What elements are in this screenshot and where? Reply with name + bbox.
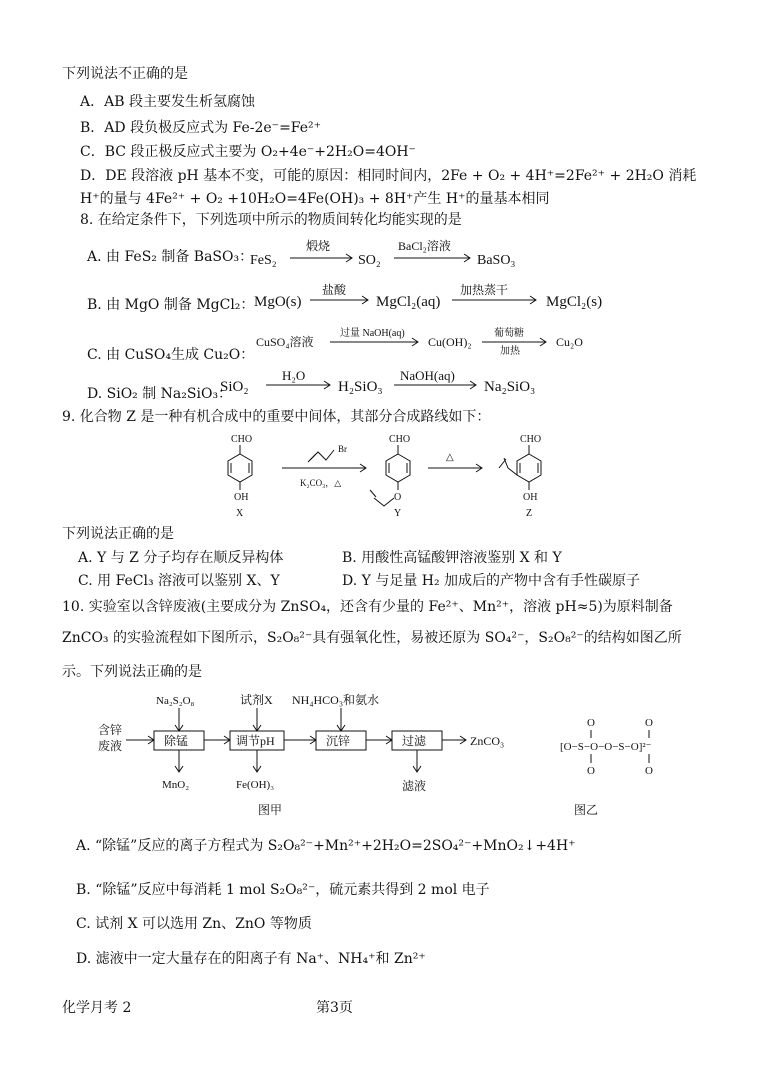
fig-label-2: 图乙 (574, 803, 599, 817)
q8-c-intermediate: Cu(OH)₂ (428, 335, 472, 349)
q9-cond2: △ (446, 452, 454, 463)
q9-option-d: D. Y 与足量 H₂ 加成后的产物中含有手性碳原子 (342, 573, 641, 589)
q10-line2: ZnCO₃ 的实验流程如下图所示，S₂O₈²⁻具有强氧化性，易被还原为 SO₄²⁻，S₂O₈²⁻的结构如图乙所 (62, 630, 682, 646)
struct-o1: O (587, 717, 595, 729)
reagent-br: Br (338, 444, 347, 454)
q8-c-reactant: CuSO₄溶液 (256, 335, 314, 349)
q7-option-b: B．AD 段负极反应式为 Fe-2e⁻=Fe²⁺ (80, 120, 322, 136)
footer-page: 第3页 (316, 1000, 353, 1016)
q8-b-reactant: MgO(s) (254, 294, 302, 310)
flow-product: ZnCO₃ (470, 734, 505, 748)
step-3-label: 沉锌 (326, 734, 351, 748)
q8-b-product: MgCl₂(s) (546, 294, 603, 310)
q9-option-c: C. 用 FeCl₃ 溶液可以鉴别 X、Y (78, 573, 280, 589)
step-4-label: 过滤 (402, 734, 427, 748)
q8-d-cond1: H₂O (282, 368, 306, 383)
q8-a-label: A. 由 FeS₂ 制备 BaSO₃： (87, 249, 254, 265)
flow-feed-2: 废液 (98, 739, 123, 753)
q9-option-a: A. Y 与 Z 分子均存在顺反异构体 (78, 550, 284, 566)
q8-c-label: C. 由 CuSO₄生成 Cu₂O： (87, 347, 255, 363)
q7-option-a: A．AB 段主要发生析氢腐蚀 (80, 94, 255, 110)
reagent-2: 试剂X (240, 693, 273, 707)
struct-o4: O (645, 765, 653, 777)
label-x: X (236, 508, 244, 519)
z-cho: CHO (520, 434, 542, 445)
y-cho: CHO (389, 434, 411, 445)
output-3: 滤液 (402, 779, 427, 793)
q9-stem: 9. 化合物 Z 是一种有机合成中的重要中间体，其部分合成路线如下： (62, 409, 491, 425)
y-o: O (394, 492, 402, 503)
compound-x-structure (228, 434, 252, 519)
q8-c-cond2b: 加热 (500, 346, 520, 357)
step-1-label: 除锰 (164, 734, 189, 748)
q8-d-label: D. SiO₂ 制 Na₂SiO₃： (87, 386, 233, 402)
q10-option-b: B. “除锰”反应中每消耗 1 mol S₂O₈²⁻，硫元素共得到 2 mol 电子 (76, 882, 490, 898)
q10-flowchart (90, 690, 710, 820)
q8-a-product: BaSO₃ (477, 253, 516, 268)
q8-a-reactant: FeS₂ (250, 253, 277, 268)
compound-y-structure (370, 434, 410, 519)
x-cho: CHO (231, 434, 253, 445)
q8-a-intermediate: SO₂ (358, 253, 381, 268)
label-y: Y (394, 508, 402, 519)
struct-o3: O (645, 717, 653, 729)
struct-o2: O (587, 765, 595, 777)
q8-b-label: B. 由 MgO 制备 MgCl₂： (87, 297, 255, 313)
flow-feed-1: 含锌 (98, 723, 123, 737)
x-oh: OH (234, 492, 249, 503)
struct-formula: [O−S−O−O−S−O]²⁻ (560, 741, 652, 753)
q8-stem: 8. 在给定条件下，下列选项中所示的物质间转化均能实现的是 (80, 212, 462, 228)
footer-left: 化学月考 2 (62, 1000, 132, 1016)
compound-z-structure (499, 434, 541, 519)
q8-a-cond2: BaCl₂溶液 (398, 239, 451, 253)
q9-cond1: K₂CO₃，△ (300, 478, 342, 488)
q10-line3: 示。下列说法正确的是 (62, 664, 202, 680)
q9-option-b: B. 用酸性高锰酸钾溶液鉴别 X 和 Y (342, 550, 562, 566)
q8-a-cond1: 煅烧 (306, 239, 331, 253)
q8-reaction-schemes (0, 230, 760, 410)
output-1: MnO₂ (162, 779, 190, 791)
q8-d-product: Na₂SiO₃ (484, 379, 536, 395)
z-oh: OH (523, 492, 538, 503)
q10-option-d: D. 滤液中一定大量存在的阳离子有 Na⁺、NH₄⁺和 Zn²⁺ (76, 951, 426, 967)
q8-b-cond1: 盐酸 (322, 283, 347, 297)
q8-c-product: Cu₂O (556, 335, 583, 349)
q9-stem2: 下列说法正确的是 (62, 526, 174, 542)
label-z: Z (526, 508, 533, 519)
q9-synthesis-route (220, 428, 600, 524)
q8-d-intermediate: H₂SiO₃ (338, 379, 383, 395)
q8-d-cond2: NaOH(aq) (400, 368, 455, 383)
q10-option-a: A. “除锰”反应的离子方程式为 S₂O₈²⁻+Mn²⁺+2H₂O=2SO₄²⁻+MnO₂↓+4H⁺ (76, 838, 576, 854)
reagent-3: NH₄HCO₃和氨水 (292, 693, 380, 707)
peroxydisulfate-structure (560, 717, 653, 777)
q8-c-cond1: 过量 NaOH(aq) (340, 328, 405, 339)
q8-d-reactant: SiO₂ (220, 379, 249, 395)
q7-option-c: C．BC 段正极反应式主要为 O₂+4e⁻+2H₂O=4OH⁻ (80, 144, 416, 160)
output-2: Fe(OH)₃ (236, 779, 275, 791)
q7-option-d-line1: D．DE 段溶液 pH 基本不变，可能的原因：相同时间内，2Fe + O₂ + 4H⁺=2Fe²⁺ + 2H₂O 消耗 (80, 168, 697, 184)
q10-option-c: C. 试剂 X 可以选用 Zn、ZnO 等物质 (76, 916, 312, 932)
q8-c-cond2: 葡萄糖 (494, 328, 524, 339)
q7-stem: 下列说法不正确的是 (62, 66, 188, 82)
reagent-1: Na₂S₂O₈ (156, 695, 195, 707)
q8-b-intermediate: MgCl₂(aq) (376, 294, 441, 310)
q7-option-d-line2: H⁺的量与 4Fe²⁺ + O₂ +10H₂O=4Fe(OH)₃ + 8H⁺产生 H⁺的量基本相同 (80, 191, 550, 207)
fig-label-1: 图甲 (258, 803, 283, 817)
q10-line1: 10. 实验室以含锌废液(主要成分为 ZnSO₄，还含有少量的 Fe²⁺、Mn²⁺，溶液 pH≈5)为原料制备 (62, 599, 673, 615)
q8-b-cond2: 加热蒸干 (460, 283, 509, 297)
step-2-label: 调节pH (236, 734, 275, 748)
